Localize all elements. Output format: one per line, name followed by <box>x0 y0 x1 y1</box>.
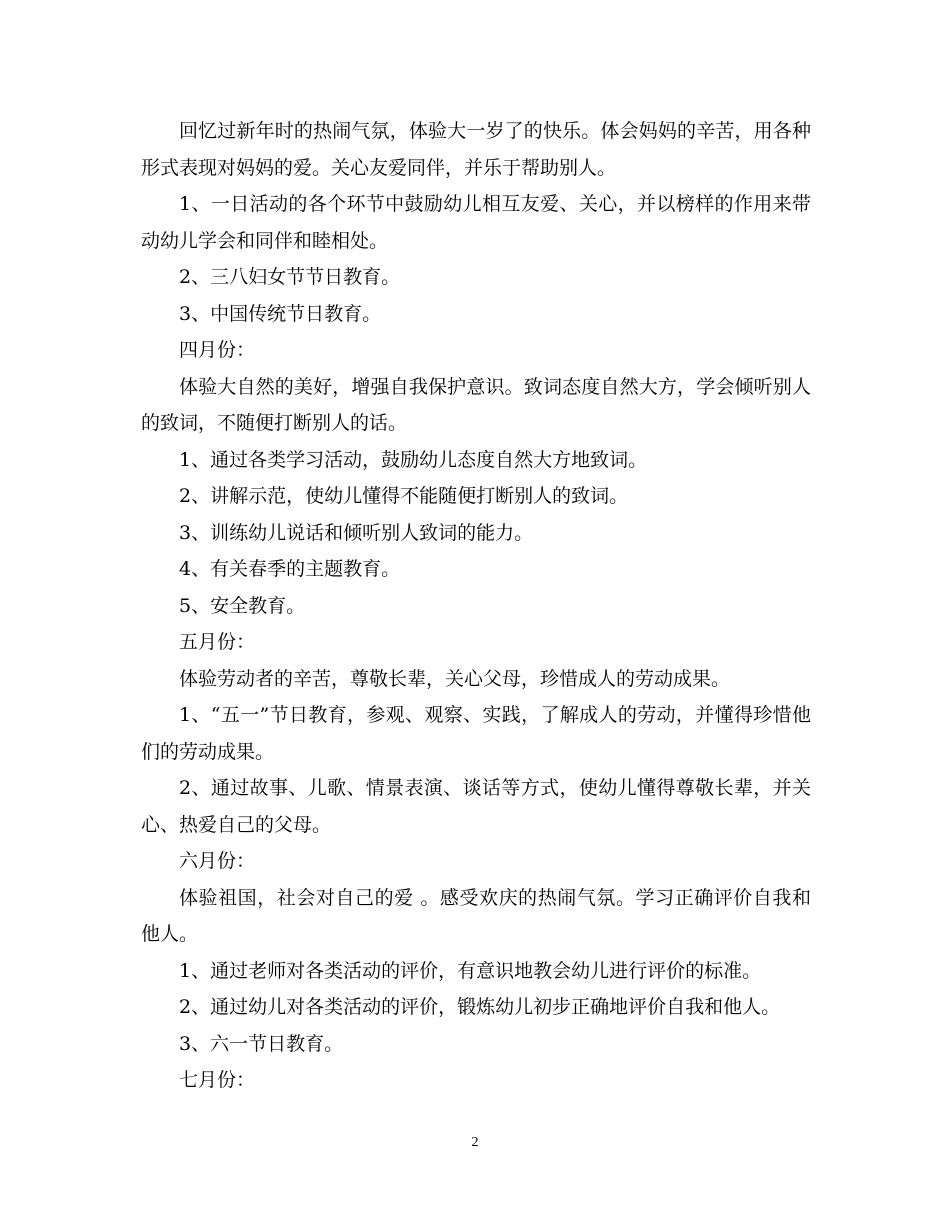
section-heading-june: 六月份： <box>179 850 256 872</box>
document-body <box>141 113 811 1099</box>
paragraph: 1、“五一”节日教育，参观、观察、实践，了解成人的劳动，并懂得珍惜他们的劳动成果。 <box>141 704 811 763</box>
paragraph: 1、通过各类学习活动，鼓励幼儿态度自然大方地致词。 <box>179 448 648 471</box>
paragraph: 1、通过老师对各类活动的评价，有意识地教会幼儿进行评价的标准。 <box>179 959 762 982</box>
paragraph: 1、一日活动的各个环节中鼓励幼儿相互友爱、关心，并以榜样的作用来带动幼儿学会和同伴和睦相处。 <box>141 193 811 252</box>
paragraph: 回忆过新年时的热闹气氛，体验大一岁了的快乐。体会妈妈的辛苦，用各种形式表现对妈妈的爱。关心友爱同伴，并乐于帮助别人。 <box>141 120 811 179</box>
paragraph: 2、讲解示范，使幼儿懂得不能随便打断别人的致词。 <box>179 485 629 507</box>
paragraph: 3、六一节日教育。 <box>179 1032 344 1055</box>
paragraph: 体验劳动者的辛苦，尊敬长辈，关心父母，珍惜成人的劳动成果。 <box>179 667 731 690</box>
paragraph: 3、训练幼儿说话和倾听别人致词的能力。 <box>179 521 534 544</box>
page-number: 2 <box>471 1135 479 1150</box>
paragraph: 5、安全教育。 <box>179 594 306 617</box>
section-heading-may: 五月份： <box>179 631 256 653</box>
paragraph: 2、通过幼儿对各类活动的评价，锻炼幼儿初步正确地评价自我和他人。 <box>179 996 781 1018</box>
section-heading-april: 四月份： <box>179 339 256 361</box>
paragraph: 体验大自然的美好，增强自我保护意识。致词态度自然大方，学会倾听别人的致词，不随便打断别人的话。 <box>141 375 811 434</box>
paragraph: 2、三八妇女节节日教育。 <box>179 266 401 288</box>
paragraph: 4、有关春季的主题教育。 <box>179 558 401 580</box>
paragraph: 2、通过故事、儿歌、情景表演、谈话等方式，使幼儿懂得尊敬长辈，并关心、热爱自己的父母。 <box>141 777 811 836</box>
paragraph: 体验祖国，社会对自己的爱 。感受欢庆的热闹气氛。学习正确评价自我和他人。 <box>141 886 811 945</box>
section-heading-july: 七月份： <box>179 1069 256 1091</box>
paragraph: 3、中国传统节日教育。 <box>179 302 382 325</box>
